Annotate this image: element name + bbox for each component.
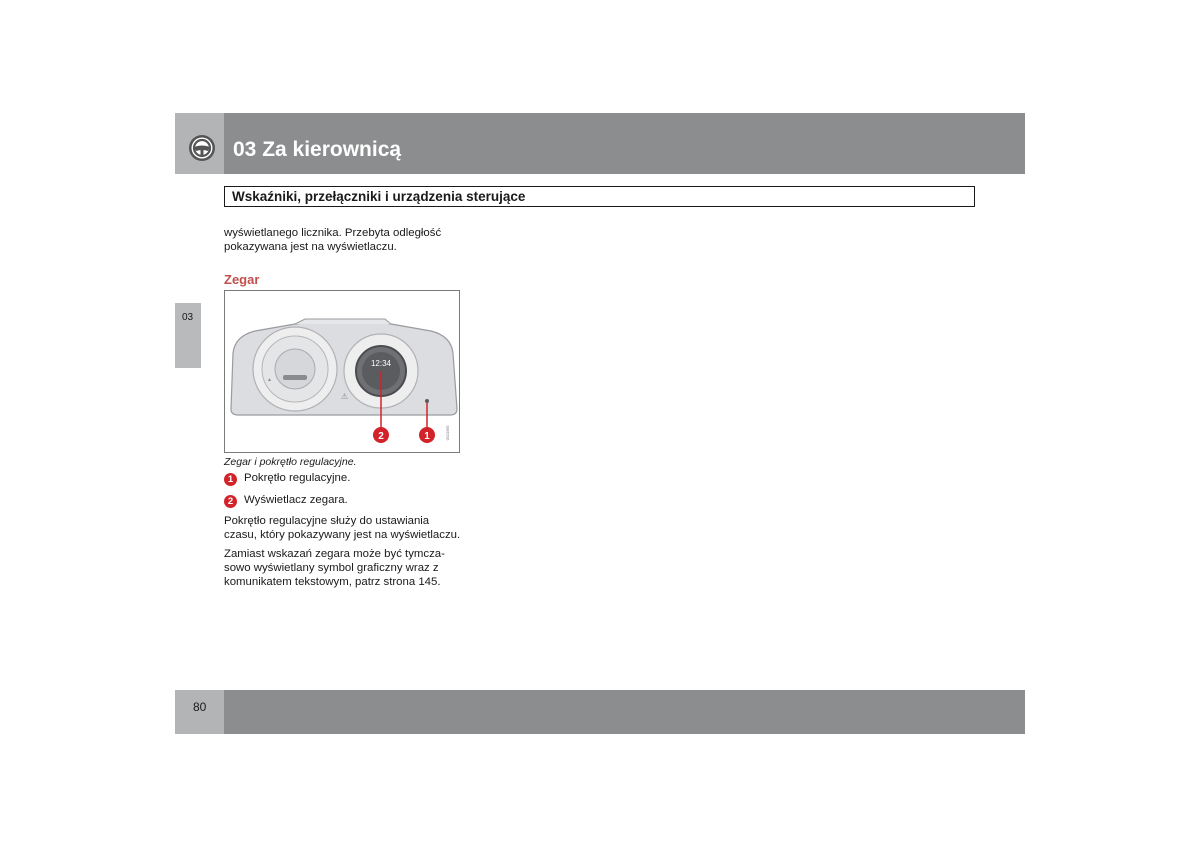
side-tab-label: 03 xyxy=(182,312,194,323)
para1-line-1: Pokrętło regulacyjne służy do ustawiania xyxy=(224,515,430,527)
instrument-cluster-figure xyxy=(224,290,460,453)
instrument-cluster-illustration xyxy=(225,291,459,452)
intro-line-2: pokazywana jest na wyświetlaczu. xyxy=(224,241,397,253)
list-item-1-text: Pokrętło regulacyjne. xyxy=(244,472,351,484)
image-code: G021955 xyxy=(446,425,450,441)
chapter-side-tab xyxy=(175,303,201,368)
callout-1-label: 1 xyxy=(424,431,430,442)
para2-line-2: sowo wyświetlany symbol graficzny wraz z xyxy=(224,562,439,574)
section-title-box xyxy=(224,186,975,207)
svg-text:⚠: ⚠ xyxy=(341,392,349,401)
clock-display-text: 12:34 xyxy=(370,359,392,368)
list-marker-1: 1 xyxy=(224,473,237,486)
adjust-knob xyxy=(425,399,429,403)
para2-line-1: Zamiast wskazań zegara może być tymcza- xyxy=(224,548,445,560)
intro-line-1: wyświetlanego licznika. Przebyta odległość xyxy=(224,227,442,239)
steering-wheel-icon xyxy=(188,134,216,162)
list-marker-2: 2 xyxy=(224,495,237,508)
para2-line-3: komunikatem tekstowym, patrz strona 145. xyxy=(224,576,441,588)
list-item-2-text: Wyświetlacz zegara. xyxy=(244,494,348,506)
footer-bar xyxy=(224,690,1025,734)
para1-line-2: czasu, który pokazywany jest na wyświetlaczu. xyxy=(224,529,461,541)
section-title: Wskaźniki, przełączniki i urządzenia sterujące xyxy=(232,189,526,204)
svg-text:▲: ▲ xyxy=(267,377,272,383)
subheading-zegar: Zegar xyxy=(224,272,260,287)
figure-caption: Zegar i pokrętło regulacyjne. xyxy=(224,456,357,468)
page-number: 80 xyxy=(193,700,207,714)
chapter-title: 03 Za kierownicą xyxy=(233,138,402,161)
callout-2-label: 2 xyxy=(378,431,384,442)
